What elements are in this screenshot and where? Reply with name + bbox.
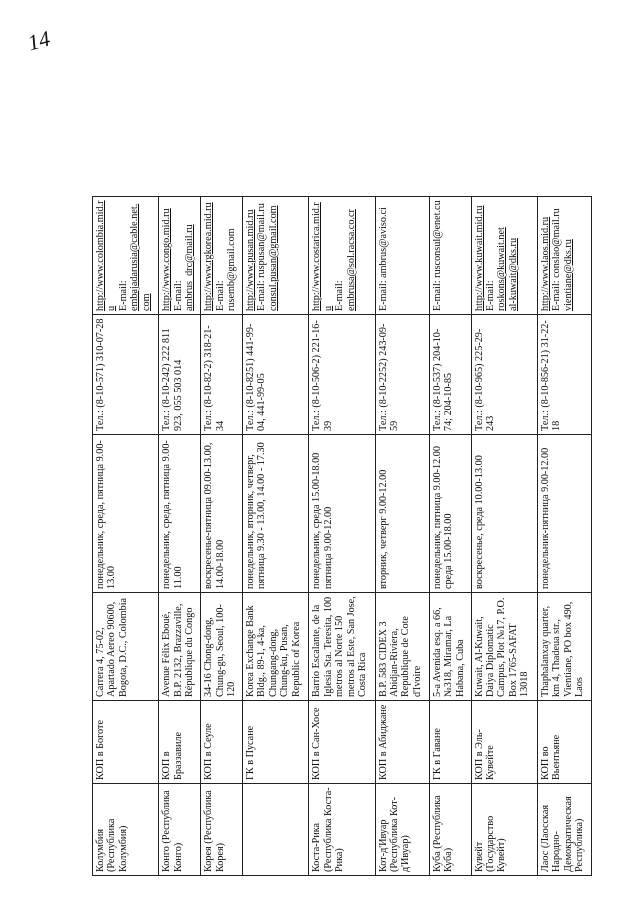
contact-cell [429,197,471,315]
phone-cell: Тел.: (8-10-506-2) 221-16-39 [309,315,375,435]
hours-cell: вторник, четверг 9.00-12.00 [375,435,429,593]
office-cell: КОП в Сан-Хосе [309,701,375,784]
phone-cell: Тел.: (8-10-2252) 243-09-59 [375,315,429,435]
contact-link[interactable]: http://www.colombia.mid.ru [95,200,118,311]
address-cell: Kuwait, Al-Kuwait, Daiya Diplomatic Campus, Plot №17, P.O. Box 1765-SAFAT 13018 [471,593,537,701]
hours-cell: понедельник, пятница 9.00-12.00 среда 15.00-18.00 [429,435,471,593]
office-cell: ГК в Пусане [243,701,309,784]
page-number: 14 [25,25,53,56]
phone-cell: Тел.: (8-10-82-2) 318-21-34 [201,315,243,435]
contact-text: E-mail: rusemb@gmail.com [214,228,237,311]
phone-cell: Тел.: (8-10-571) 310-07-28 [93,315,159,435]
phone-cell: Тел.: (8-10-242) 222 811 923, 055 503 014 [159,315,201,435]
hours-cell: понедельник, среда, пятница 9.00-13.00 [93,435,159,593]
office-cell: КОП во Вьентьяне [537,701,591,784]
address-cell: 5-a Avenida esq. a 66, №318, Miramar, La Habana, Cuba [429,593,471,701]
country-cell: Коста-Рика (Республика Коста-Рика) [309,784,375,876]
table-row [93,50,159,876]
address-cell: Barrio Escalante, de la Iglesia Sta. Teresita, 100 metros al Norte 150 metros al Este, San Jose, Costa Rica [309,593,375,701]
table-row [471,50,537,876]
contact-cell [93,197,159,315]
contact-link[interactable]: vientiane@dks.ru [562,239,574,311]
hours-cell: понедельник, среда, пятница 9.00-11.00 [159,435,201,593]
contact-text: E-mail: conslao@mail.ru [551,208,563,311]
office-cell: КОП в Боготе [93,701,159,784]
contact-link[interactable]: http://www.pusan.mid.ru [245,209,257,311]
contact-cell [201,197,243,315]
contact-link[interactable]: embrusa@sol.racsa.co.cr [345,209,357,311]
rotated-table-layer [92,50,592,876]
contact-cell [159,197,201,315]
hours-cell: воскресенье, среда 10.00-13.00 [471,435,537,593]
phone-cell: Тел.: (8-10-537) 204-10-74; 204-10-85 [429,315,471,435]
contact-text: E-mail: [117,280,129,311]
phone-cell: Тел.: (8-10-856-21) 31-22-18 [537,315,591,435]
address-cell: Avenue Félix Eboué, B.P. 2132, Brazzaville, République du Congo [159,593,201,701]
country-cell: Колумбия (Республика Колумбия) [93,784,159,876]
table-body [93,50,592,876]
document-table-container [92,50,592,876]
table-row [429,50,471,876]
contact-link[interactable]: roskons@kuwait.net [496,227,508,311]
contact-link[interactable]: consul.pusan@gmail.com [267,205,279,311]
office-cell: КОП в Эль-Кувейте [471,701,537,784]
contact-text: E-mail: [334,280,346,311]
country-cell [243,784,309,876]
contact-link[interactable]: http://www.laos.mid.ru [539,216,551,311]
contact-link[interactable]: embajadarusia@cable.net.com [129,203,152,311]
contact-text: E-mail: rusconsul@enet.cu [431,200,443,311]
country-cell: Кот-д'Ивуар (Республика Кот-д'Ивуар) [375,784,429,876]
table-row [243,50,309,876]
contact-cell [243,197,309,315]
country-cell: Лаос (Лаосская Народно-Демократическая Республика) [537,784,591,876]
country-cell: Куба (Республика Куба) [429,784,471,876]
contact-link[interactable]: http://www.rgkorea.mid.ru [203,202,215,311]
table-row [537,50,591,876]
table-row [375,50,429,876]
phone-cell: Тел.: (8-10-8251) 441-99-04, 441-99-05 [243,315,309,435]
contact-cell [309,197,375,315]
phone-cell: Тел.: (8-10-965) 225-29-243 [471,315,537,435]
contact-cell [375,197,429,315]
address-cell: Carrera 4, 75-02, Apartado Aereo 90600, Bogota, D.C., Colombia [93,593,159,701]
address-cell: 34-16 Chong-dong, Chung-gu, Seoul, 100-120 [201,593,243,701]
contact-cell [471,197,537,315]
hours-cell: понедельник-пятница 9.00-12.00 [537,435,591,593]
hours-cell: понедельник, среда 15.00-18.00 пятница 9.00-12.00 [309,435,375,593]
address-cell: B.P. 583 CIDEX 3 Abidjan-Riviera, Republique de Cote d'Ivoire [375,593,429,701]
hours-cell: воскресенье-пятница 09.00-13.00, 14.00-18.00 [201,435,243,593]
consular-office-table [92,50,592,876]
contact-cell [537,197,591,315]
contact-text: E-mail: ruspusan@mail.ru [256,203,268,311]
office-cell: ГК в Гаване [429,701,471,784]
contact-link[interactable]: ambrus_drc@mail.ru [184,224,196,311]
office-cell: КОП в Абиджане [375,701,429,784]
country-cell: Кувейт (Государство Кувейт) [471,784,537,876]
office-cell: КОП в Сеуле [201,701,243,784]
country-cell: Корея (Республика Корея) [201,784,243,876]
contact-link[interactable]: http://www.costarica.mid.ru [311,202,334,311]
contact-link[interactable]: http://www.congo.mid.ru [161,208,173,311]
contact-text: E-mail: [172,280,184,311]
office-cell: КОП в Браззавиле [159,701,201,784]
contact-link[interactable]: http://www.kuwait.mid.ru [473,205,485,311]
table-row [201,50,243,876]
address-cell: Korea Exchange Bank Bldg., 89-1, 4-ka, Chungang-dong, Chung-ku, Pusan, Republic of Korea [243,593,309,701]
hours-cell: понедельник, вторник, четверг, пятница 9.30 - 13.00, 14.00 - 17.30 [243,435,309,593]
table-row [309,50,375,876]
table-row [159,50,201,876]
contact-text: E-mail: [484,280,496,311]
contact-text: E-mail: ambrus@aviso.ci [377,207,389,311]
contact-link[interactable]: al-kuwait@dks.ru [507,237,519,311]
country-cell: Конго (Республика Конго) [159,784,201,876]
address-cell: Thaphalanxay quarter, km 4, Thadeua str., Vientiane, PO box 490, Laos [537,593,591,701]
